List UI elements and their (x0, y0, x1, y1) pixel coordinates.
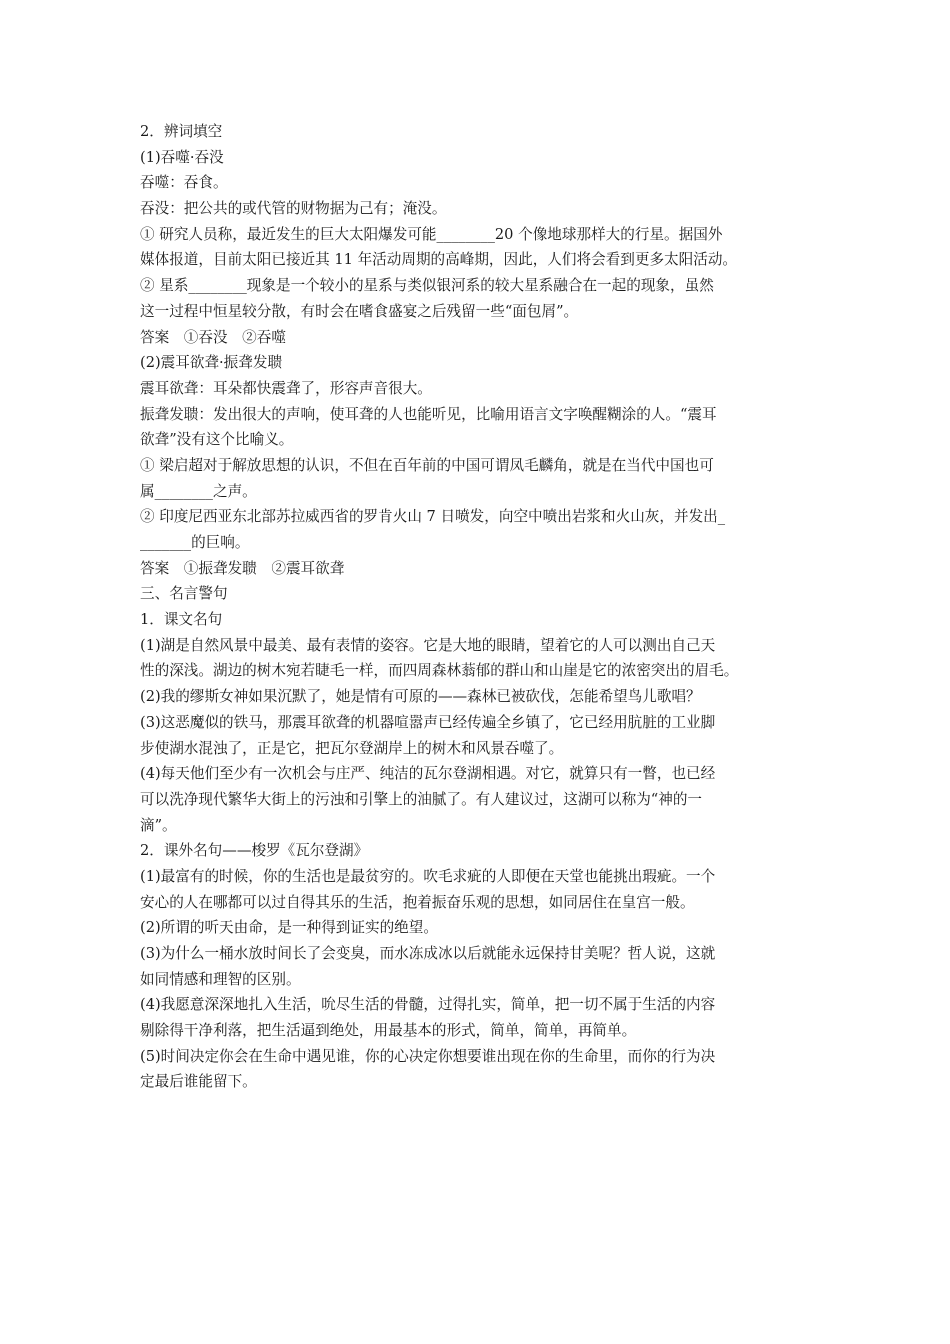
extra-quote-5-line-1: (5)时间决定你会在生命中遇见谁，你的心决定你想要谁出现在你的生命里，而你的行为决 (140, 1047, 716, 1065)
extra-quote-2: (2)所谓的听天由命，是一种得到证实的绝望。 (140, 919, 438, 937)
quote-4-line-3: 滴”。 (140, 816, 177, 834)
exercise-4-line-2: _______的巨响。 (140, 534, 250, 551)
subheading-text-quotes: 1．课文名句 (140, 611, 223, 629)
section-heading-word-discrimination: 2．辨词填空 (140, 123, 223, 140)
definition-tunshi: 吞噬：吞食。 (140, 174, 228, 192)
extra-quote-3-line-1: (3)为什么一桶水放时间长了会变臭，而水冻成冰以后就能永远保持甘美呢？哲人说，这就 (140, 945, 716, 962)
definition-zhenlong-line-1: 振聋发聩：发出很大的声响，使耳聋的人也能听见，比喻用语言文字唤醒糊涂的人。“震耳 (140, 405, 717, 423)
exercise-3-line-2: 属________之声。 (140, 482, 257, 500)
exercise-1-line-1: ① 研究人员称，最近发生的巨大太阳爆发可能________20 个像地球那样大的行星。据国外 (140, 225, 723, 243)
extra-quote-1-line-2: 安心的人在哪都可以过自得其乐的生活，抱着振奋乐观的思想，如同居住在皇宫一般。 (140, 893, 695, 911)
definition-zhenlong-line-2: 欲聋”没有这个比喻义。 (140, 431, 294, 449)
quote-3-line-2: 步使湖水混浊了，正是它，把瓦尔登湖岸上的树木和风景吞噬了。 (140, 739, 564, 757)
exercise-2-line-2: 这一过程中恒星较分散，有时会在嗜食盛宴之后残留一些“面包屑”。 (140, 302, 579, 320)
definition-zhener: 震耳欲聋：耳朵都快震聋了，形容声音很大。 (140, 379, 432, 397)
definition-tunmo: 吞没：把公共的或代管的财物据为己有；淹没。 (140, 200, 447, 218)
answer-2: 答案 ①振聋发聩 ②震耳欲聋 (140, 559, 345, 577)
quote-1-line-1: (1)湖是自然风景中最美、最有表情的姿容。它是大地的眼睛，望着它的人可以测出自己天 (140, 636, 716, 654)
quote-1-line-2: 性的深浅。湖边的树木宛若睫毛一样，而四周森林蓊郁的群山和山崖是它的浓密突出的眉毛。 (140, 662, 739, 680)
subheading-extra-quotes: 2．课外名句——梭罗《瓦尔登湖》 (140, 842, 369, 860)
extra-quote-3-line-2: 如同情感和理智的区别。 (140, 970, 301, 988)
subheading-tunshi-tunmo: (1)吞噬·吞没 (140, 148, 224, 166)
exercise-2-line-1: ② 星系________现象是一个较小的星系与类似银河系的较大星系融合在一起的现象，虽然 (140, 277, 714, 295)
extra-quote-4-line-1: (4)我愿意深深地扎入生活，吮尽生活的骨髓，过得扎实，简单，把一切不属于生活的内容 (140, 996, 716, 1014)
exercise-4-line-1: ② 印度尼西亚东北部苏拉威西省的罗肯火山 7 日喷发，向空中喷出岩浆和火山灰，并发出_ (140, 508, 726, 526)
quote-3-line-1: (3)这恶魔似的铁马，那震耳欲聋的机器喧嚣声已经传遍全乡镇了，它已经用肮脏的工业脚 (140, 713, 716, 731)
quote-4-line-1: (4)每天他们至少有一次机会与庄严、纯洁的瓦尔登湖相遇。对它，就算只有一瞥，也已经 (140, 765, 716, 783)
subheading-zhener-zhenlong: (2)震耳欲聋·振聋发聩 (140, 354, 283, 372)
document-page (140, 119, 820, 1095)
exercise-3-line-1: ① 梁启超对于解放思想的认识，不但在百年前的中国可谓凤毛麟角，就是在当代中国也可 (140, 456, 714, 474)
exercise-1-line-2: 媒体报道，目前太阳已接近其 11 年活动周期的高峰期，因此，人们将会看到更多太阳活动。 (140, 251, 738, 269)
extra-quote-4-line-2: 剔除得干净利落，把生活逼到绝处，用最基本的形式，简单，简单，再简单。 (140, 1022, 637, 1040)
extra-quote-5-line-2: 定最后谁能留下。 (140, 1073, 257, 1091)
answer-1: 答案 ①吞没 ②吞噬 (140, 328, 286, 346)
quote-2: (2)我的缪斯女神如果沉默了，她是情有可原的——森林已被砍伐，怎能希望鸟儿歌唱？ (140, 688, 701, 706)
section-heading-quotes: 三、名言警句 (140, 585, 228, 603)
quote-4-line-2: 可以洗净现代繁华大街上的污浊和引擎上的油腻了。有人建议过，这湖可以称为“神的一 (140, 790, 703, 808)
extra-quote-1-line-1: (1)最富有的时候，你的生活也是最贫穷的。吹毛求疵的人即便在天堂也能挑出瑕疵。一个 (140, 867, 716, 885)
